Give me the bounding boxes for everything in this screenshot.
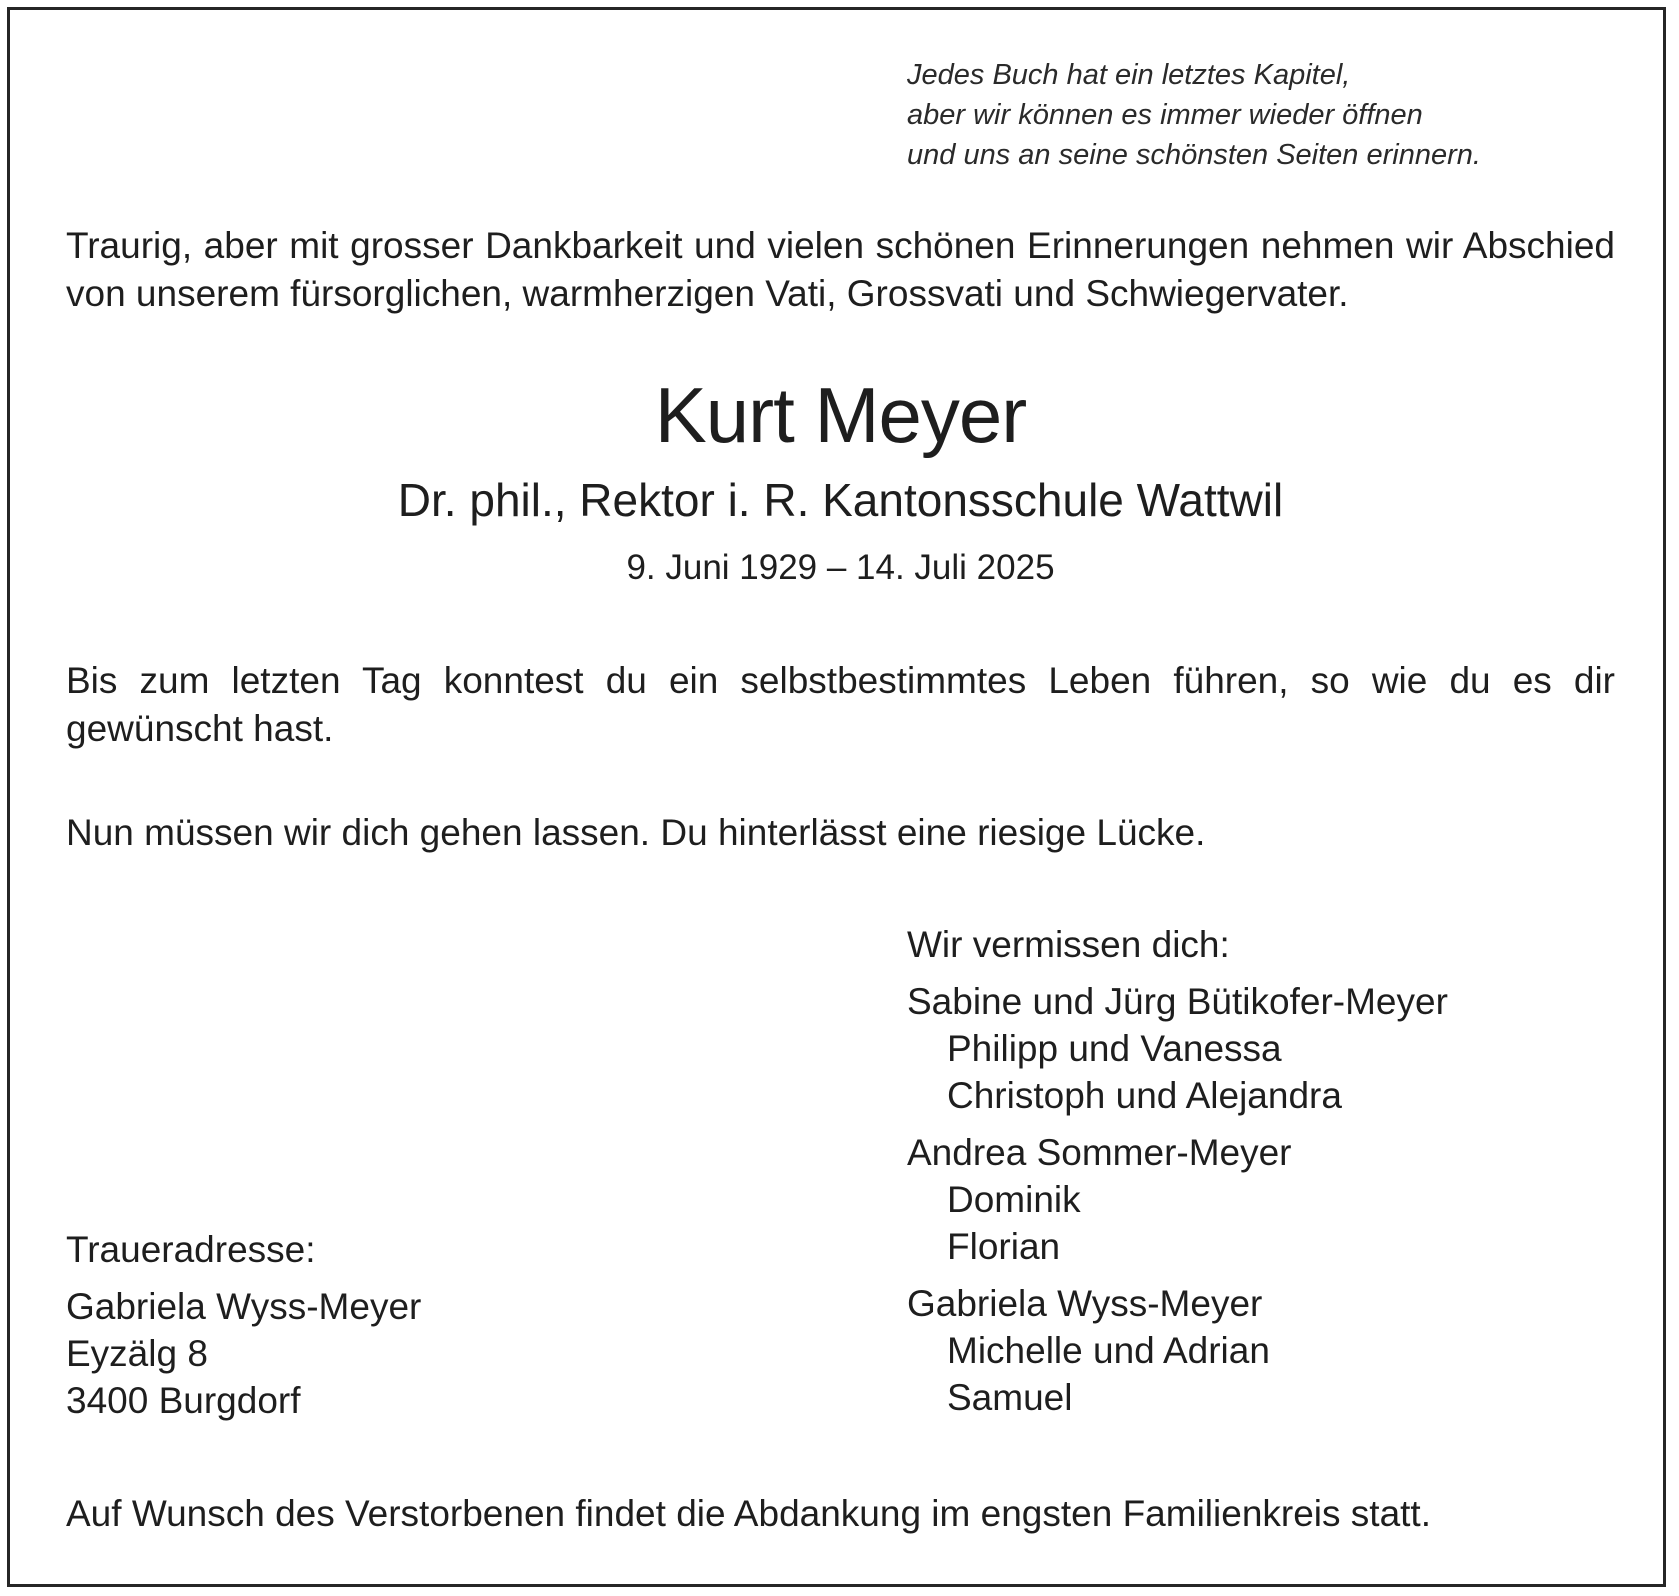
family-group	[907, 1129, 1627, 1270]
family-group	[907, 978, 1627, 1119]
address-line: Gabriela Wyss-Meyer	[66, 1286, 422, 1327]
address-line: 3400 Burgdorf	[66, 1380, 301, 1421]
motto-line: Jedes Buch hat ein letztes Kapitel,	[907, 59, 1351, 91]
mourners-list	[907, 921, 1627, 1431]
intro-paragraph: Traurig, aber mit grosser Dankbarkeit und vielen schönen Erinnerungen nehmen wir Abschied von unserem fürsorglichen, warmherzigen Vati, Grossvati und Schwiegervater.	[66, 225, 1615, 314]
deceased-dates: 9. Juni 1929 – 14. Juli 2025	[626, 548, 1055, 587]
family-group	[907, 1280, 1627, 1421]
deceased-name: Kurt Meyer	[654, 371, 1027, 459]
message-paragraph-1: Bis zum letzten Tag konntest du ein selbstbestimmtes Leben führen, so wie du es dir gewünscht hast.	[66, 660, 1615, 749]
mourners-heading: Wir vermissen dich:	[907, 924, 1230, 965]
motto-quote	[907, 55, 1607, 175]
mourning-address	[66, 1226, 766, 1424]
address-heading: Traueradresse:	[66, 1229, 316, 1270]
family-child: Dominik	[947, 1179, 1081, 1220]
family-child: Philipp und Vanessa	[947, 1028, 1282, 1069]
message-paragraph-2: Nun müssen wir dich gehen lassen. Du hinterlässt eine riesige Lücke.	[66, 812, 1206, 853]
family-child: Michelle und Adrian	[947, 1330, 1270, 1371]
motto-line: und uns an seine schönsten Seiten erinnern.	[907, 139, 1481, 171]
deceased-title: Dr. phil., Rektor i. R. Kantonsschule Wattwil	[397, 474, 1284, 526]
family-head: Andrea Sommer-Meyer	[907, 1132, 1292, 1173]
family-child: Samuel	[947, 1377, 1073, 1418]
address-line: Eyzälg 8	[66, 1333, 208, 1374]
motto-line: aber wir können es immer wieder öffnen	[907, 99, 1423, 131]
family-head: Gabriela Wyss-Meyer	[907, 1283, 1263, 1324]
family-child: Christoph und Alejandra	[947, 1075, 1342, 1116]
family-child: Florian	[947, 1226, 1061, 1267]
family-head: Sabine und Jürg Bütikofer-Meyer	[907, 981, 1448, 1022]
footer-note: Auf Wunsch des Verstorbenen findet die Abdankung im engsten Familienkreis statt.	[66, 1493, 1431, 1534]
